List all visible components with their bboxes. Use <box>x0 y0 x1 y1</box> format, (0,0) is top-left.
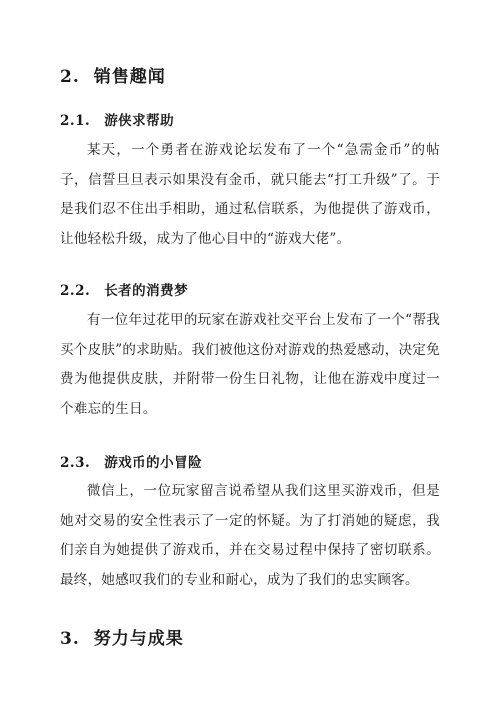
subsection-2-3-heading <box>60 451 202 471</box>
subsection-2-1-body: 某天，一个勇者在游戏论坛发布了一个“急需金币”的帖子，信誓旦旦表示如果没有金币，就只能去“打工升级”了。于是我们忍不住出手相助，通过私信联系，为他提供了游戏币，让他轻松升级，成为了他心目中的“游戏大佬”。 <box>60 142 440 247</box>
section-2-number: 2. <box>60 67 80 87</box>
subsection-2-2-heading <box>60 279 188 299</box>
section-3-number: 3. <box>60 629 80 649</box>
subsection-2-1-heading <box>60 109 174 129</box>
subsection-2-3-title: 游戏币的小冒险 <box>104 455 203 471</box>
section-2-title: 销售趣闻 <box>93 67 166 87</box>
subsection-2-2-number: 2.2. <box>60 283 91 299</box>
subsection-2-3-body: 微信上，一位玩家留言说希望从我们这里买游戏币，但是她对交易的安全性表示了一定的怀疑。为了打消她的疑虑，我们亲自为她提供了游戏币，并在交易过程中保持了密切联系。最终，她感叹我们的专业和耐心，成为了我们的忠实顾客。 <box>60 483 440 588</box>
subsection-2-2-body: 有一位年过花甲的玩家在游戏社交平台上发布了一个“帮我买个皮肤”的求助贴。我们被他这份对游戏的热爱感动，决定免费为他提供皮肤，并附带一份生日礼物，让他在游戏中度过一个难忘的生日。 <box>60 312 440 417</box>
section-3-title: 努力与成果 <box>93 629 184 649</box>
subsection-2-1-number: 2.1. <box>60 113 91 129</box>
section-2-heading <box>60 62 166 87</box>
subsection-2-2-title: 长者的消费梦 <box>104 283 189 299</box>
section-3-heading <box>60 624 184 649</box>
subsection-2-1-title: 游侠求帮助 <box>104 113 175 129</box>
subsection-2-3-number: 2.3. <box>60 455 91 471</box>
